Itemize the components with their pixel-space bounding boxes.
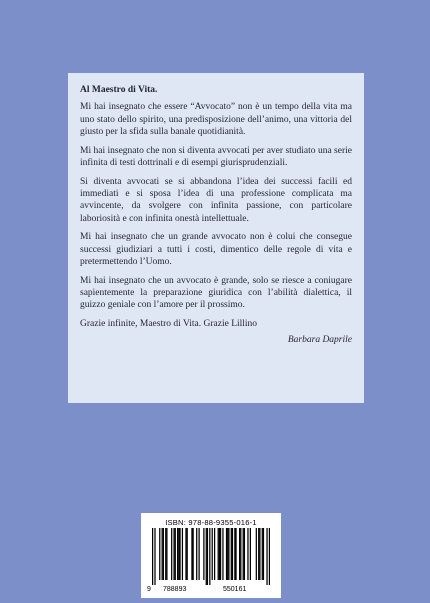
barcode-bar [175, 528, 176, 580]
barcode-bar [214, 528, 215, 580]
barcode-bar [263, 528, 264, 580]
barcode-bar [198, 528, 199, 580]
barcode-bar [250, 528, 251, 580]
barcode-bar [177, 528, 178, 580]
barcode-bar [178, 528, 179, 580]
paragraph-5: Mi hai insegnato che un avvocato è grande, solo se riesce a coniugare sapientemente la preparazione giuridica con l’abilità dialettica, il guizzo geniale con l’amore per il prossimo. [80, 275, 352, 311]
barcode-bar [247, 528, 248, 580]
barcode-bar [179, 528, 180, 580]
barcode-bar [266, 528, 267, 585]
barcode-bars [152, 528, 270, 585]
barcode-bar [240, 528, 241, 580]
barcode-bar [222, 528, 223, 580]
barcode-bar [218, 528, 219, 580]
barcode-bar [232, 528, 233, 580]
barcode-bar [239, 528, 240, 580]
barcode-bar [154, 528, 155, 585]
barcode-digits-right: 550161 [223, 586, 247, 593]
barcode-digits [149, 585, 273, 595]
barcode-bar [152, 528, 153, 585]
barcode-bar [220, 528, 221, 580]
isbn-label: ISBN: 978-88-9355-016-1 [165, 518, 257, 527]
barcode-bar [209, 528, 210, 585]
barcode-bar [206, 528, 207, 585]
barcode-bar [203, 528, 204, 580]
barcode-bar [171, 528, 172, 580]
thanks-line: Grazie infinite, Maestro di Vita. Grazie Lillino [80, 319, 258, 330]
barcode-bar [162, 528, 163, 580]
barcode-bar [262, 528, 263, 580]
dedication-heading: Al Maestro di Vita. [80, 85, 158, 95]
barcode-bar [212, 528, 213, 580]
barcode-bar [163, 528, 164, 580]
barcode-bar [159, 528, 160, 580]
back-cover-text-panel [68, 73, 364, 403]
paragraph-3: Si diventa avvocati se si abbandona l’idea dei successi facili ed immediati e si sposa l’idea di una professione complicata ma avvincente, da svolgere con infinita passione, con particolare laboriosità e con infinita onestà intellettuale. [80, 176, 352, 224]
barcode-bar [166, 528, 167, 580]
barcode-bar [234, 528, 235, 580]
barcode-bar [196, 528, 197, 580]
barcode-bar [173, 528, 174, 580]
barcode-bar [226, 528, 227, 580]
author-signature: Barbara Daprile [287, 335, 352, 346]
barcode-bar [258, 528, 259, 580]
isbn-barcode [141, 513, 281, 598]
paragraph-4: Mi hai insegnato che un grande avvocato non è colui che consegue successi giudiziari a tutti i costi, dimentico delle regole di vita e pretermettendo l’Uomo. [80, 232, 352, 268]
barcode-bar [256, 528, 257, 580]
paragraph-1: Mi hai insegnato che essere “Avvocato” non è un tempo della vita ma uno stato dello spirito, una predisposizione dell’animo, una vittoria del giusto per la sfida sulla banale quotidianità. [80, 102, 352, 137]
barcode-digit-lead: 9 [147, 586, 151, 593]
barcode-bar [193, 528, 194, 580]
barcode-bar [227, 528, 228, 580]
barcode-bar [182, 528, 183, 580]
barcode-bar [235, 528, 236, 580]
barcode-bar [207, 528, 208, 585]
paragraph-2: Mi hai insegnato che non si diventa avvocati per aver studiato una serie infinita di testi dottrinali e di esempi giurisprudenziali. [80, 145, 352, 168]
barcode-bar [269, 528, 270, 585]
barcode-bar [191, 528, 192, 580]
barcode-bar [219, 528, 220, 580]
barcode-bar [187, 528, 188, 580]
barcode-digits-left: 788893 [163, 586, 187, 593]
barcode-bar [244, 528, 245, 580]
barcode-bar [165, 528, 166, 580]
barcode-bar [228, 528, 229, 580]
barcode-bar [231, 528, 232, 580]
barcode-bar [185, 528, 186, 580]
barcode-bar [243, 528, 244, 580]
barcode-bar [259, 528, 260, 580]
